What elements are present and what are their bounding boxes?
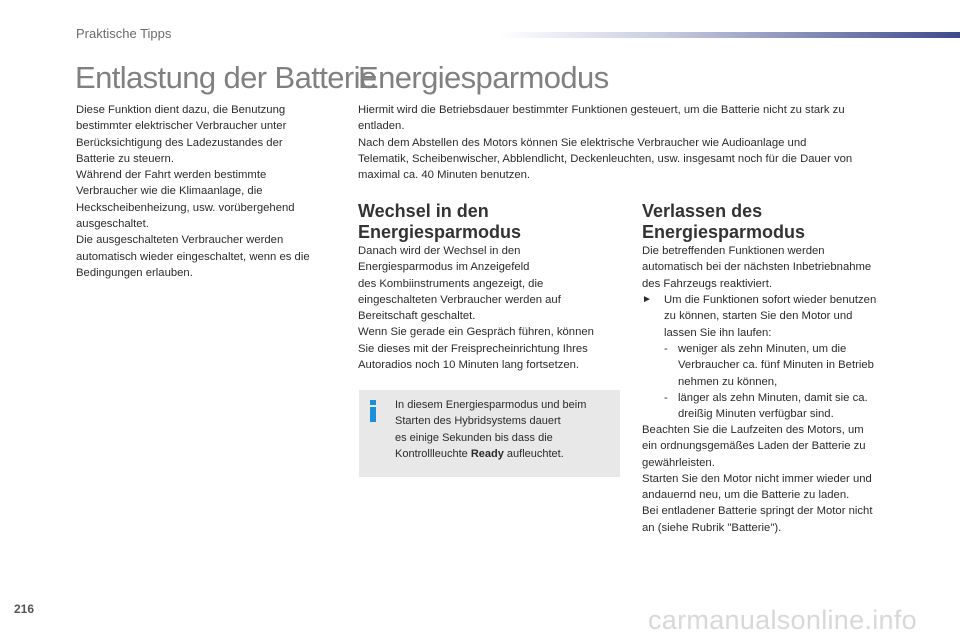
dash-marker: - (664, 343, 668, 355)
text-line: Verbraucher wie die Klimaanlage, die (76, 185, 263, 198)
text-line: Verbraucher ca. fünf Minuten in Betrieb (678, 359, 874, 372)
arrow-bullet-icon: ► (642, 294, 652, 305)
heading-line: Energiesparmodus (642, 222, 806, 242)
text-line: länger als zehn Minuten, damit sie ca. (678, 392, 868, 404)
ready-label: Ready (470, 447, 504, 460)
text-line: Berücksichtigung des Ladezustandes der (76, 136, 283, 149)
text-line: des Kombiinstruments angezeigt, die (358, 277, 544, 290)
leave-outro (642, 422, 922, 536)
text-line: andauernd neu, um die Batterie zu laden. (642, 489, 850, 502)
text-line: Bereitschaft geschaltet. (358, 310, 476, 323)
text-line: dreißig Minuten verfügbar sind. (678, 408, 834, 421)
text-line: Während der Fahrt werden bestimmte (76, 169, 267, 182)
text-line (395, 446, 617, 462)
text-line: Starten des Hybridsystems dauert (395, 415, 561, 428)
text-line: Batterie zu steuern. (76, 152, 174, 165)
text-line: Heckscheibenheizung, usw. vorübergehend (76, 201, 295, 214)
text-line: es einige Sekunden bis dass die (395, 431, 553, 444)
text-line: nehmen zu können, (678, 375, 778, 388)
text-line: Die ausgeschalteten Verbraucher werden (76, 234, 284, 247)
heading-leave-energy-saving (642, 201, 805, 243)
text-line: In diesem Energiesparmodus und beim (395, 399, 587, 411)
dash-marker: - (664, 392, 668, 404)
text-line: Bei entladener Batterie springt der Motor nicht (642, 505, 873, 518)
text-fragment: aufleuchtet. (503, 447, 564, 460)
watermark: carmanualsonline.info (648, 605, 917, 635)
text-line: Sie dieses mit der Freisprecheinrichtung Ihres (358, 342, 588, 355)
text-line: eingeschalteten Verbraucher werden auf (358, 293, 561, 306)
info-icon (368, 400, 378, 422)
text-line: Bedingungen erlauben. (76, 266, 193, 279)
text-line: Energiesparmodus im Anzeigefeld (358, 261, 530, 274)
heading-line: Verlassen des (642, 201, 763, 221)
text-line: automatisch bei der nächsten Inbetriebnahme (642, 261, 872, 274)
text-line: Um die Funktionen sofort wieder benutzen (664, 294, 877, 306)
text-line: bestimmter elektrischer Verbraucher unter (76, 120, 287, 133)
text-line: Autoradios noch 10 Minuten lang fortsetzen. (358, 359, 580, 372)
text-line: lassen Sie ihn laufen: (664, 326, 772, 339)
text-line: Nach dem Abstellen des Motors können Sie elektrische Verbraucher wie Audioanlage und (358, 136, 807, 149)
text-line: automatisch wieder eingeschaltet, wenn es die (76, 250, 310, 263)
text-line: maximal ca. 40 Minuten benutzen. (358, 169, 531, 182)
heading-line: Wechsel in den (358, 201, 489, 221)
header-decoration-bar (500, 32, 960, 38)
text-line: ausgeschaltet. (76, 218, 149, 231)
battery-relief-text (76, 102, 346, 281)
text-line: ein ordnungsgemäßes Laden der Batterie zu (642, 440, 866, 453)
bullet-item (642, 292, 922, 341)
text-line: Wenn Sie gerade ein Gespräch führen, können (358, 326, 594, 339)
text-line: weniger als zehn Minuten, um die (678, 343, 847, 355)
sub-bullet-item (664, 390, 922, 423)
text-line: des Fahrzeugs reaktiviert. (642, 277, 772, 290)
page-number: 216 (14, 602, 35, 616)
text-fragment: Kontrollleuchte (395, 447, 471, 460)
info-text (395, 397, 617, 462)
text-line: Danach wird der Wechsel in den (358, 245, 521, 257)
section-header: Praktische Tipps (76, 26, 172, 41)
leave-intro (642, 243, 922, 292)
info-box (359, 390, 620, 477)
text-line: gewährleisten. (642, 456, 715, 469)
heading-line: Energiesparmodus (358, 222, 522, 242)
heading-switch-to-energy-saving (358, 201, 521, 243)
text-line: Starten Sie den Motor nicht immer wieder und (642, 472, 872, 485)
text-line: Die betreffenden Funktionen werden (642, 245, 825, 257)
text-line: an (siehe Rubrik "Batterie"). (642, 521, 782, 534)
text-line: Beachten Sie die Laufzeiten des Motors, um (642, 424, 864, 436)
text-line: Hiermit wird die Betriebsdauer bestimmter Funktionen gesteuert, um die Batterie nicht zu stark zu (358, 104, 845, 116)
text-line: Diese Funktion dient dazu, die Benutzung (76, 104, 286, 116)
title-energy-saving: Energiesparmodus (358, 60, 609, 95)
sub-bullet-item (664, 341, 922, 390)
text-line: Telematik, Scheibenwischer, Abblendlicht, Deckenleuchten, usw. insgesamt noch für die Dauer von (358, 152, 853, 165)
switch-text (358, 243, 628, 373)
text-line: zu können, starten Sie den Motor und (664, 310, 853, 323)
text-line: entladen. (358, 120, 405, 133)
energy-saving-intro (358, 102, 918, 183)
title-battery-relief: Entlastung der Batterie (75, 60, 377, 95)
